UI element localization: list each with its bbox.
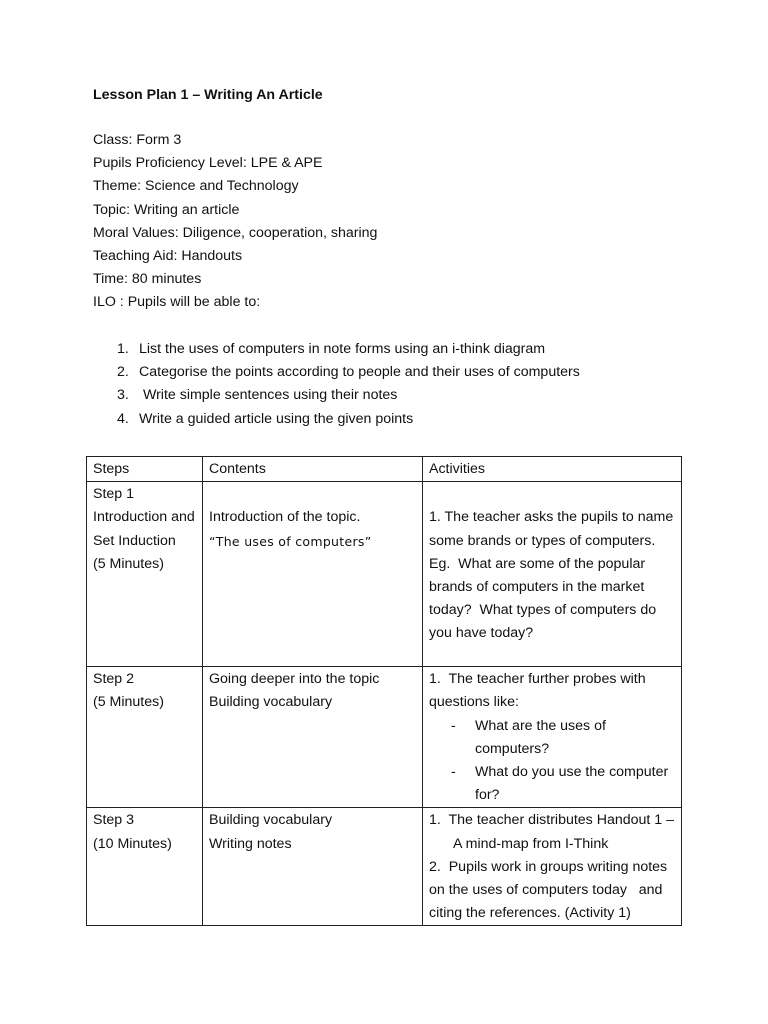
ilo-item [93,386,580,409]
step-line: Step 3 [93,812,135,829]
activity-line: A mind-map from I-Think [453,835,609,852]
activity-line: 1. The teacher asks the pupils to name [429,509,674,526]
table-row [87,808,682,926]
header-contents: Contents [203,457,423,482]
dash-bullet: - [451,764,456,781]
ilo-text: List the uses of computers in note forms using an i-think diagram [139,341,546,357]
dash-bullet: - [451,717,456,734]
question-line: What do you use the computer [475,764,669,781]
step-cell [87,482,203,667]
activity-line: you have today? [429,625,534,642]
ilo-number: 4. [117,410,129,427]
lesson-title: Lesson Plan 1 – Writing An Article [93,87,323,103]
ilo-text: Write a guided article using the given points [139,410,414,427]
step-cell [87,667,203,808]
ilo-number: 2. [117,364,129,381]
activity-line: 1. The teacher further probes with [429,671,646,688]
activity-line: brands of computers in the market [429,579,645,595]
activity-line: some brands or types of computers. [429,532,656,549]
ilo-item [93,410,580,433]
activity-line: on the uses of computers today and [429,882,663,899]
activity-line: today? What types of computers do [429,602,657,619]
question-line: What are the uses of [475,717,606,734]
table-row [87,482,682,667]
ilo-number: 1. [117,341,129,357]
ilo-text: Write simple sentences using their notes [139,387,398,404]
info-proficiency: Pupils Proficiency Level: LPE & APE [93,155,323,172]
lesson-steps-table [86,456,682,926]
question-item [429,761,675,807]
question-item [429,715,675,761]
step-line: (5 Minutes) [93,694,164,711]
info-moral-values: Moral Values: Diligence, cooperation, sharing [93,224,378,241]
activity-line: questions like: [429,694,519,711]
info-teaching-aid: Teaching Aid: Handouts [93,247,243,264]
ilo-list [93,340,580,433]
contents-cell [203,482,423,667]
ilo-text: Categorise the points according to people and their uses of computers [139,364,580,381]
table-row [87,667,682,808]
contents-line: Building vocabulary [209,812,333,829]
ilo-item [93,340,580,363]
question-line: computers? [475,740,550,757]
activities-cell [423,667,682,808]
contents-line: Writing notes [209,835,292,852]
header-activities: Activities [423,457,682,482]
contents-line: Going deeper into the topic [209,671,380,688]
header-steps: Steps [87,457,203,482]
info-ilo: ILO : Pupils will be able to: [93,294,261,311]
ilo-item [93,363,580,386]
info-topic: Topic: Writing an article [93,201,240,218]
info-theme: Theme: Science and Technology [93,178,299,195]
contents-line: Introduction of the topic. [209,509,361,526]
step-cell [87,808,203,926]
activities-cell [423,482,682,667]
activity-line: 1. The teacher distributes Handout 1 – [429,812,675,829]
activity-line: 2. Pupils work in groups writing notes [429,858,668,875]
info-time: Time: 80 minutes [93,271,202,288]
activity-line: citing the references. (Activity 1) [429,905,631,922]
table-header-row [87,457,682,482]
activity-line: Eg. What are some of the popular [429,555,646,572]
step-line: Step 1 [93,486,135,503]
step-line: (5 Minutes) [93,555,164,572]
contents-line: Building vocabulary [209,694,333,711]
contents-line: “The uses of computers” [209,533,372,549]
info-class: Class: Form 3 [93,132,182,148]
question-line: for? [475,787,500,804]
ilo-number: 3. [117,387,129,404]
activities-cell [423,808,682,926]
lesson-info-list [93,131,377,317]
contents-cell [203,808,423,926]
step-line: Set Induction [93,532,176,549]
contents-cell [203,667,423,808]
step-line: Introduction and [93,509,195,526]
step-line: (10 Minutes) [93,835,172,852]
step-line: Step 2 [93,671,135,688]
